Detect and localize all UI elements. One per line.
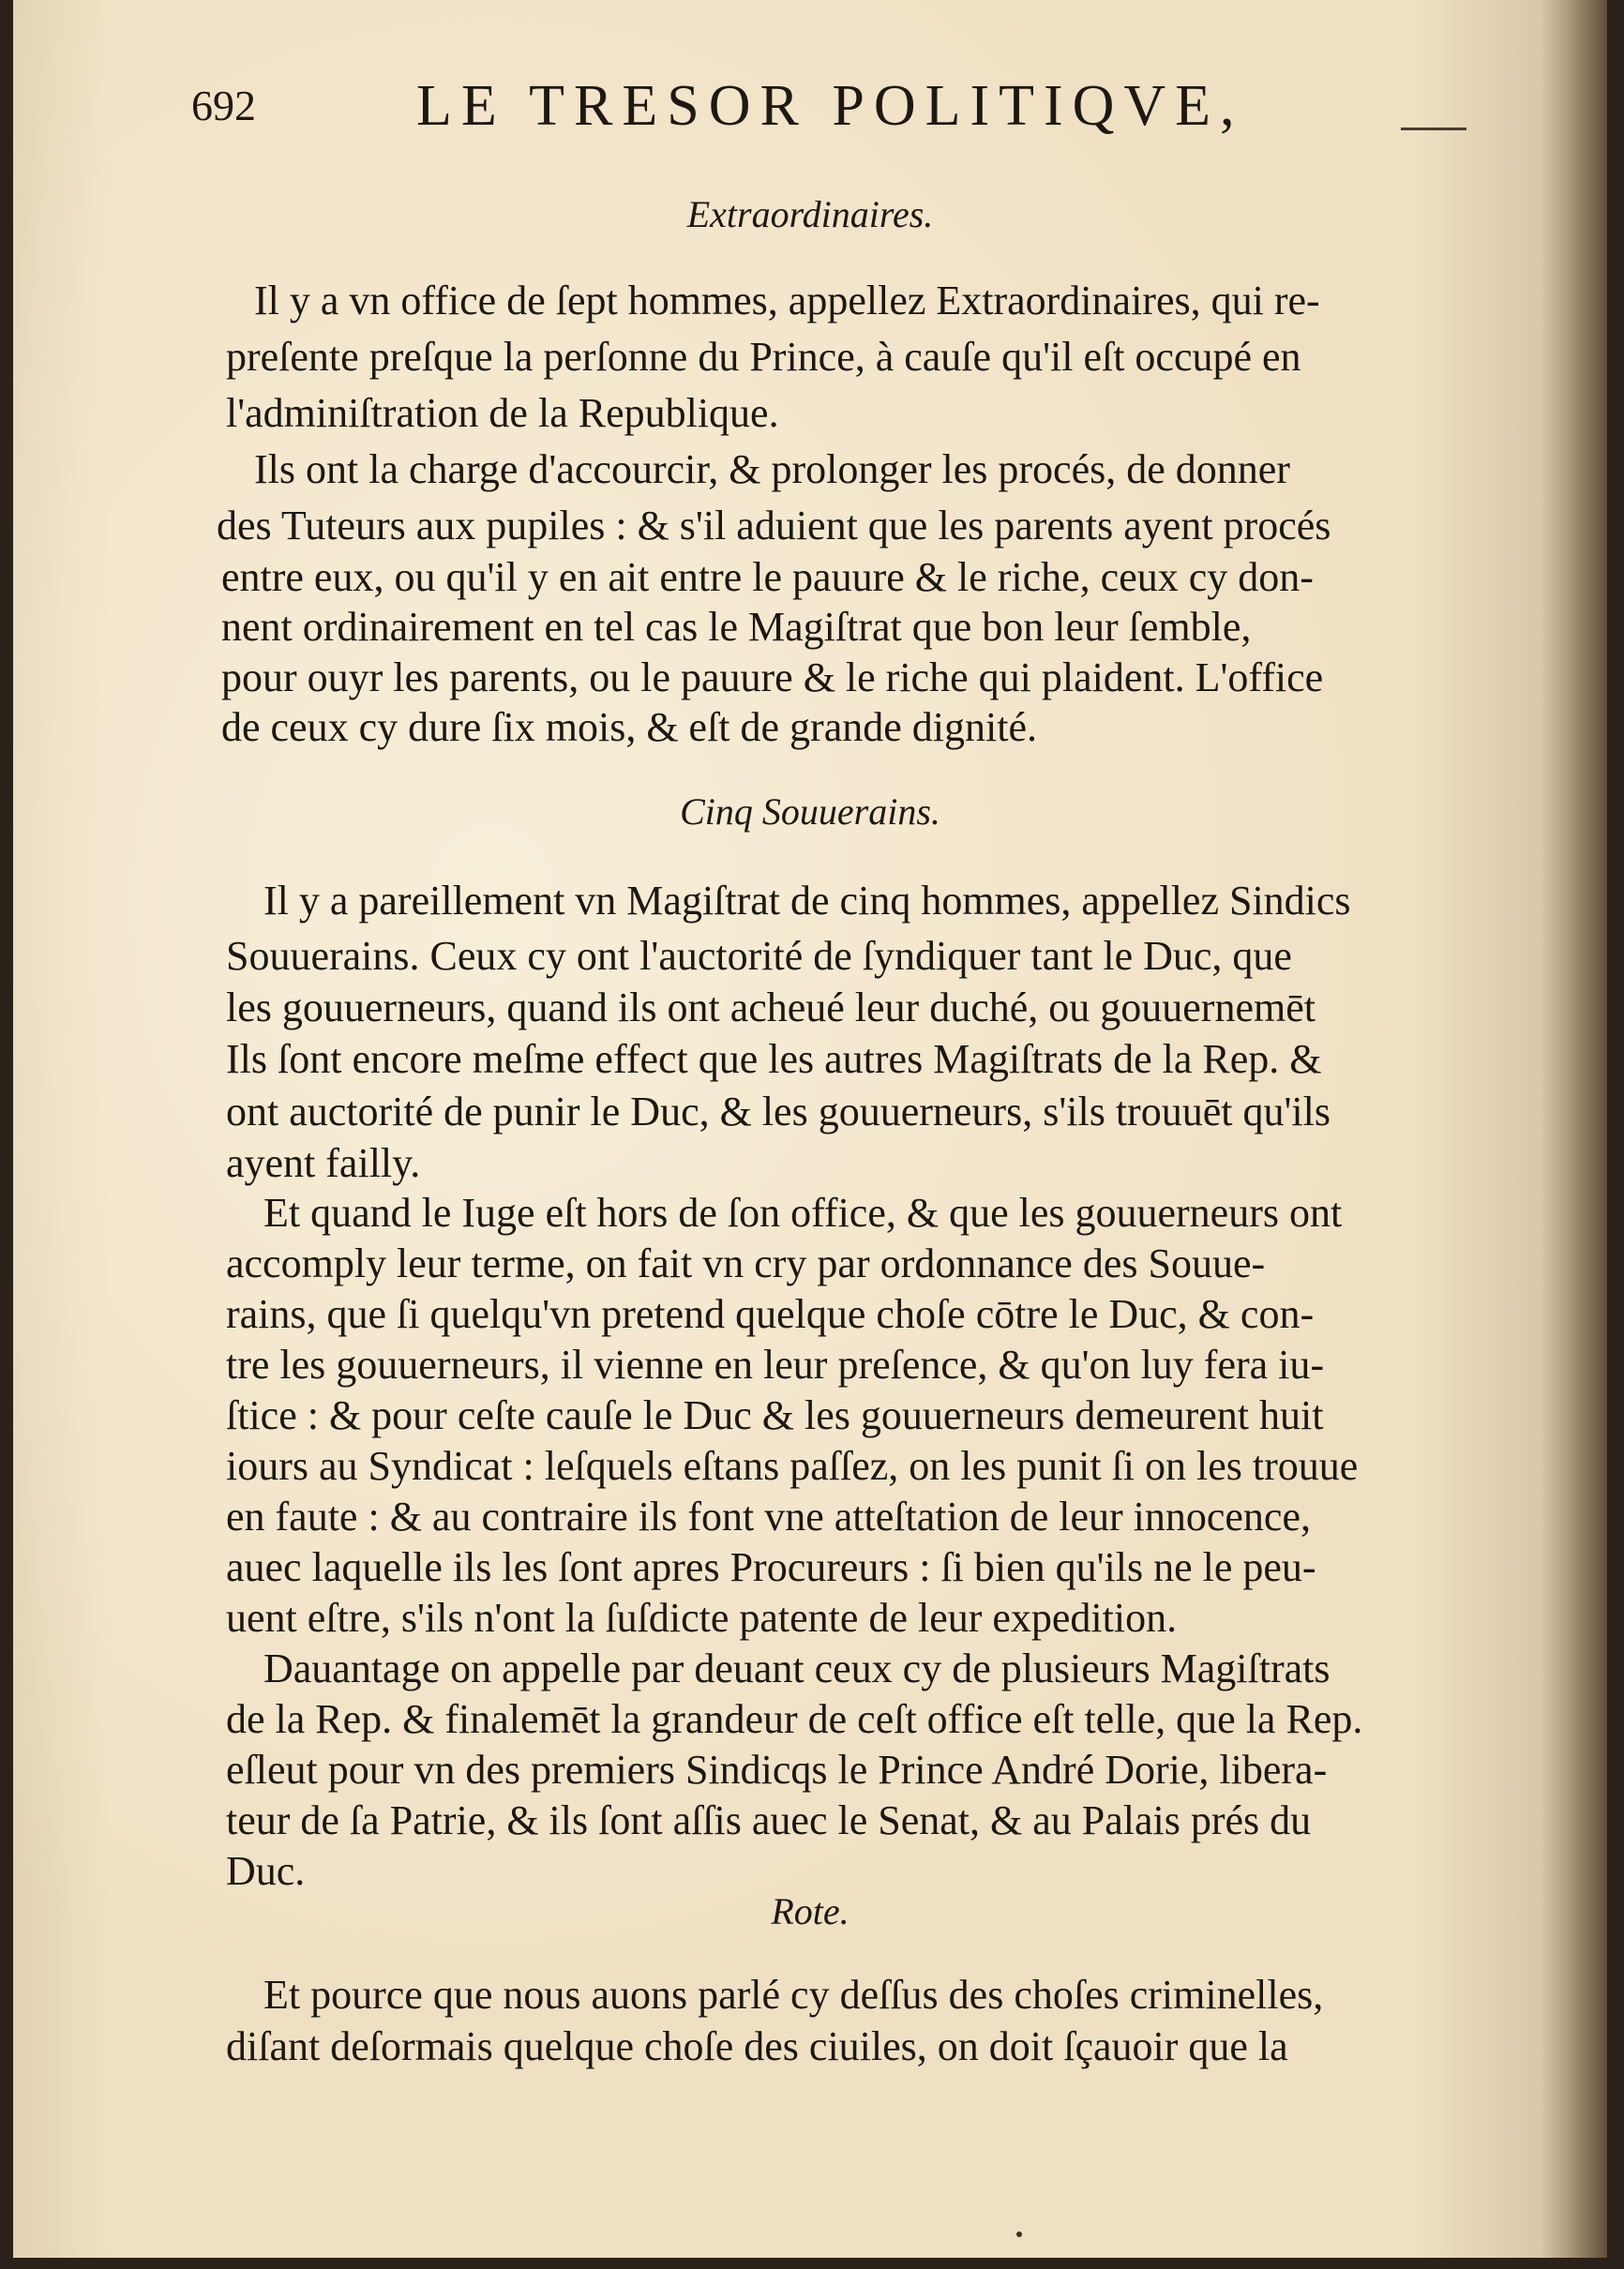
body-line: ſtice : & pour ceſte cauſe le Duc & les gouuerneurs demeurent huit <box>226 1392 1324 1438</box>
body-line: eſleut pour vn des premiers Sindicqs le Prince André Dorie, libera- <box>226 1747 1328 1793</box>
body-line: Il y a pareillement vn Magiſtrat de cinq hommes, appellez Sindics <box>263 878 1351 924</box>
body-line: Et quand le Iuge eſt hors de ſon office, & que les gouuerneurs ont <box>263 1190 1343 1236</box>
running-title: LE TRESOR POLITIQVE, <box>416 74 1244 138</box>
page-number: 692 <box>191 82 256 129</box>
body-line: nent ordinairement en tel cas le Magiſtrat que bon leur ſemble, <box>221 604 1252 650</box>
header-rule <box>1401 128 1466 130</box>
body-line: Il y a vn office de ſept hommes, appellez Extraordinaires, qui re- <box>254 278 1320 323</box>
body-line: de la Rep. & finalemēt la grandeur de ceſt office eſt telle, que la Rep. <box>226 1696 1363 1742</box>
body-line: Ils ont la charge d'accourcir, & prolonger les procés, de donner <box>254 446 1290 492</box>
body-line: teur de ſa Patrie, & ils ſont aſſis auec le Senat, & au Palais prés du <box>226 1797 1312 1843</box>
body-line: ayent failly. <box>226 1140 421 1186</box>
book-page <box>13 0 1607 2258</box>
body-line: Duc. <box>226 1848 306 1894</box>
body-line: iours au Syndicat : leſquels eſtans paſſez, on les punit ſi on les trouue <box>226 1443 1359 1489</box>
page-header <box>191 73 1504 139</box>
body-line: auec laquelle ils les ſont apres Procureurs : ſi bien qu'ils ne le peu- <box>226 1544 1316 1590</box>
body-line: diſant deſormais quelque choſe des ciuiles, on doit ſçauoir que la <box>226 2023 1288 2069</box>
body-line: de ceux cy dure ſix mois, & eſt de grande dignité. <box>221 704 1037 750</box>
ink-speck <box>1016 2231 1022 2237</box>
body-line: des Tuteurs aux pupiles : & s'il aduient que les parents ayent procés <box>217 503 1331 548</box>
body-line: accomply leur terme, on fait vn cry par ordonnance des Souue- <box>226 1240 1266 1286</box>
body-line: Dauantage on appelle par deuant ceux cy de plusieurs Magiſtrats <box>263 1645 1331 1691</box>
body-line: les gouuerneurs, quand ils ont acheué leur duché, ou gouuernemēt <box>226 984 1316 1030</box>
body-line: en faute : & au contraire ils font vne atteſtation de leur innocence, <box>226 1494 1311 1540</box>
section-heading-cinq-souuerains: Cinq Souuerains. <box>680 790 940 833</box>
section-heading-rote: Rote. <box>771 1890 850 1932</box>
body-line: Souuerains. Ceux cy ont l'auctorité de ſyndiquer tant le Duc, que <box>226 933 1292 979</box>
body-line: uent eſtre, s'ils n'ont la ſuſdicte patente de leur expedition. <box>226 1595 1178 1641</box>
body-line: entre eux, ou qu'il y en ait entre le pauure & le riche, ceux cy don- <box>221 554 1314 600</box>
body-line: pour ouyr les parents, ou le pauure & le riche qui plaident. L'office <box>221 654 1324 700</box>
body-line: l'adminiſtration de la Republique. <box>226 390 779 436</box>
body-line: rains, que ſi quelqu'vn pretend quelque choſe cōtre le Duc, & con- <box>226 1291 1315 1337</box>
body-line: Et pource que nous auons parlé cy deſſus des choſes criminelles, <box>263 1972 1324 2018</box>
body-line: tre les gouuerneurs, il vienne en leur preſence, & qu'on luy fera iu- <box>226 1342 1325 1388</box>
body-line: Ils ſont encore meſme effect que les autres Magiſtrats de la Rep. & <box>226 1036 1322 1082</box>
body-line: preſente preſque la perſonne du Prince, à cauſe qu'il eſt occupé en <box>226 334 1301 380</box>
body-line: ont auctorité de punir le Duc, & les gouuerneurs, s'ils trouuēt qu'ils <box>226 1089 1331 1134</box>
section-heading-extraordinaires: Extraordinaires. <box>686 193 934 235</box>
